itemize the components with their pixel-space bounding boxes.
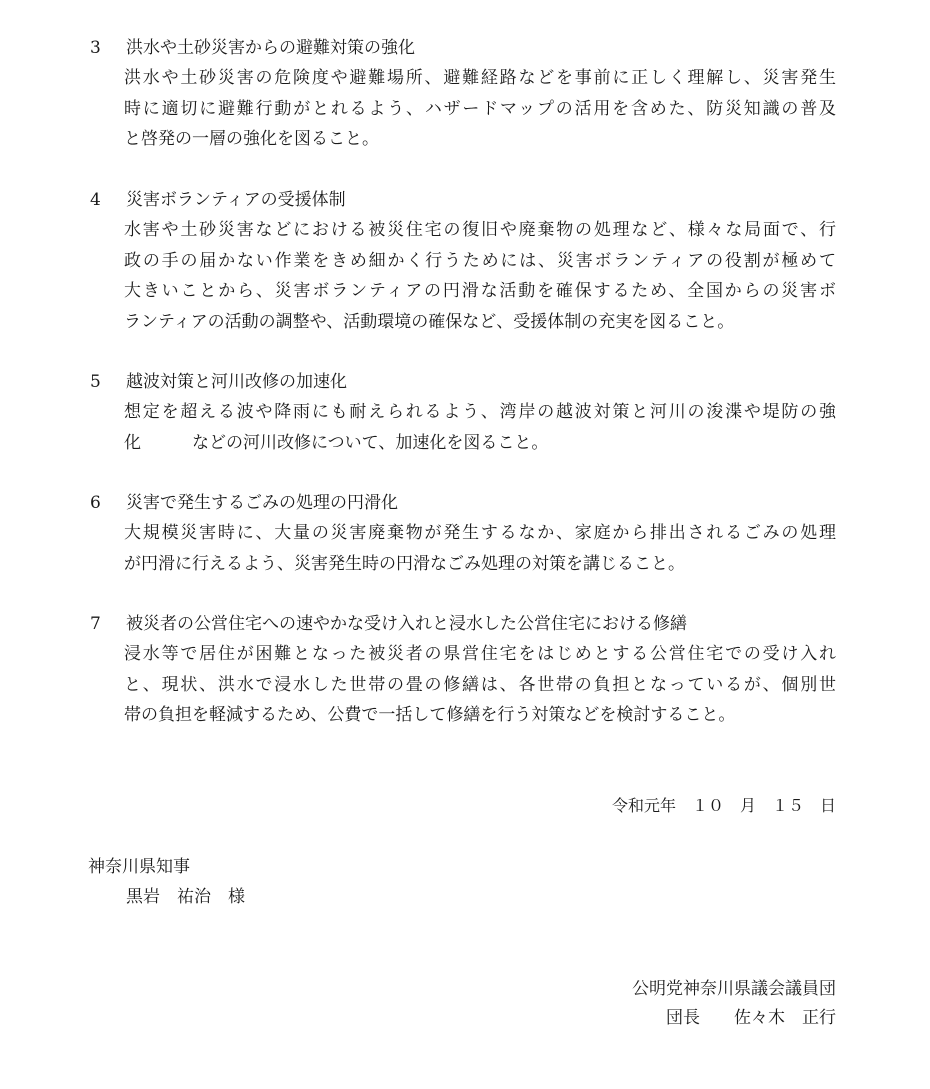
section-6 [88, 488, 848, 579]
body-line: 想定を超える波や降雨にも耐えられるよう、湾岸の越波対策と河川の浚渫や堤防の強 [124, 402, 836, 422]
body-line: ランティアの活動の調整や、活動環境の確保など、受援体制の充実を図ること。 [124, 311, 735, 332]
addressee-name: 黒岩 祐治 様 [126, 887, 245, 907]
section-number: 6 [90, 493, 101, 513]
section-3 [88, 33, 848, 155]
section-title: 洪水や土砂災害からの避難対策の強化 [126, 38, 415, 58]
section-number: 7 [90, 614, 101, 634]
body-line: 大きいことから、災害ボランティアの円滑な活動を確保するため、全国からの災害ボ [124, 281, 836, 301]
sender-name: 団長 佐々木 正行 [666, 1008, 836, 1028]
section-5 [88, 367, 848, 458]
section-title: 災害で発生するごみの処理の円滑化 [126, 493, 398, 513]
body-line: 時に適切に避難行動がとれるよう、ハザードマップの活用を含めた、防災知識の普及 [124, 98, 836, 119]
section-body [124, 518, 836, 579]
section-number: 3 [90, 38, 101, 58]
section-body [124, 63, 836, 155]
body-line: 大規模災害時に、大量の災害廃棄物が発生するなか、家庭から排出されるごみの処理 [124, 523, 836, 543]
section-title: 越波対策と河川改修の加速化 [126, 372, 347, 392]
section-heading [88, 488, 848, 518]
section-heading [88, 185, 848, 215]
body-line: が円滑に行えるよう、災害発生時の円滑なごみ処理の対策を講じること。 [124, 553, 685, 574]
body-line: 化 などの河川改修について、加速化を図ること。 [124, 432, 549, 453]
section-heading [88, 367, 848, 397]
body-line: 政の手の届かない作業をきめ細かく行うためには、災害ボランティアの役割が極めて [124, 250, 836, 271]
body-line: 浸水等で居住が困難となった被災者の県営住宅をはじめとする公営住宅での受け入れ [124, 644, 836, 664]
section-body [124, 639, 836, 731]
section-title: 被災者の公営住宅への速やかな受け入れと浸水した公営住宅における修繕 [126, 614, 687, 634]
section-title: 災害ボランティアの受援体制 [126, 190, 346, 210]
document-date: 令和元年 １０ 月 １５ 日 [611, 796, 836, 815]
body-line: 帯の負担を軽減するため、公費で一括して修繕を行う対策などを検討すること。 [124, 705, 736, 725]
section-heading [88, 33, 848, 63]
section-7 [88, 609, 848, 731]
section-4 [88, 185, 848, 337]
sender-organization: 公明党神奈川県議会議員団 [632, 979, 836, 999]
section-number: 5 [90, 372, 101, 392]
body-line: 水害や土砂災害などにおける被災住宅の復旧や廃棄物の処理など、様々な局面で、行 [124, 220, 836, 240]
body-line: と、現状、洪水で浸水した世帯の畳の修繕は、各世帯の負担となっているが、個別世 [124, 674, 836, 695]
body-line: 洪水や土砂災害の危険度や避難場所、避難経路などを事前に正しく理解し、災害発生 [124, 68, 836, 88]
section-body [124, 397, 836, 458]
body-line: と啓発の一層の強化を図ること。 [124, 129, 379, 149]
section-heading [88, 609, 848, 639]
section-body [124, 215, 836, 337]
section-number: 4 [90, 190, 101, 210]
addressee-role: 神奈川県知事 [88, 857, 190, 877]
